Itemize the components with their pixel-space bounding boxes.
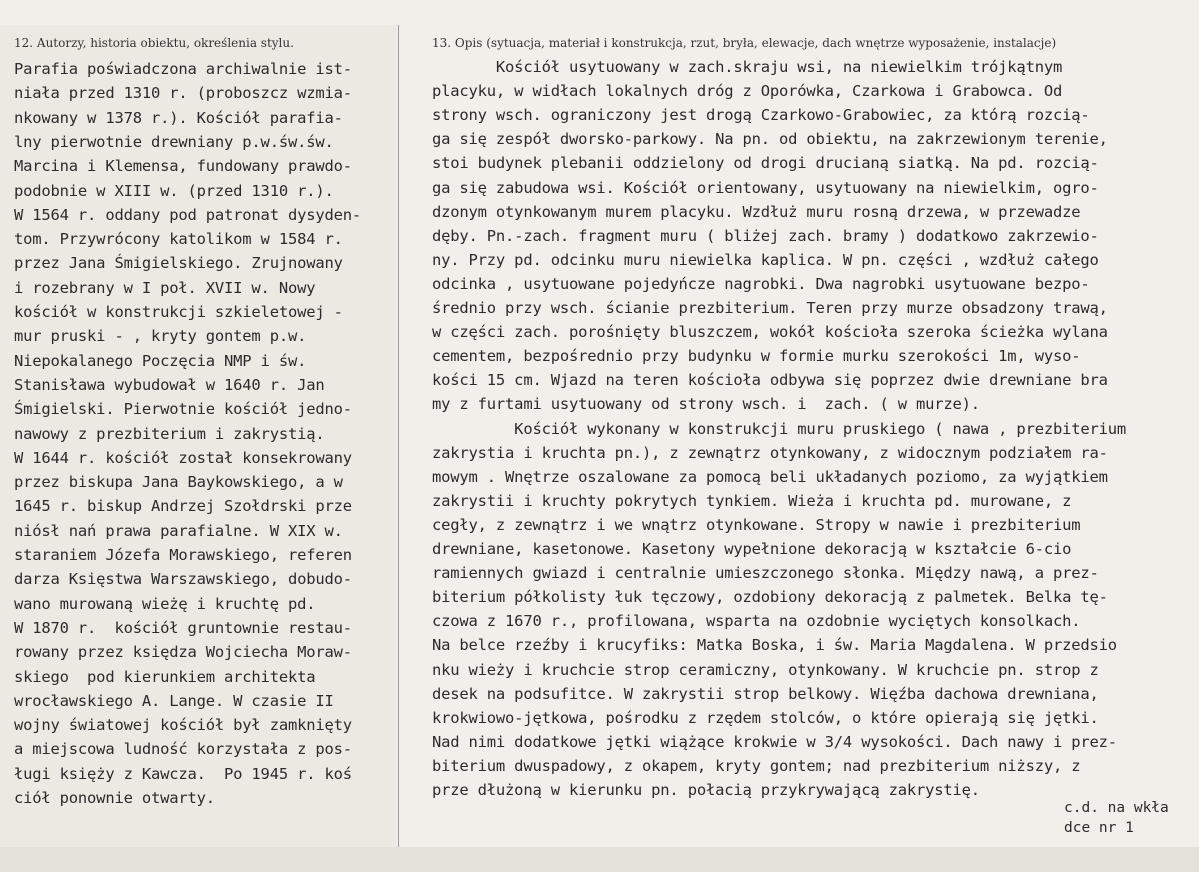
- description-line: biterium dwuspadowy, z okapem, kryty gontem; nad prezbiterium niższy, z: [432, 756, 1081, 775]
- description-line: zakrystia i kruchta pn.), z zewnątrz otynkowany, z widocznym podziałem ra-: [432, 443, 1108, 462]
- description-line: dęby. Pn.-zach. fragment muru ( bliżej zach. bramy ) dodatkowo zakrzewio-: [432, 226, 1099, 245]
- history-line: Parafia poświadczona archiwalnie ist-: [14, 60, 352, 78]
- history-line: tom. Przywrócony katolikom w 1584 r.: [14, 230, 343, 249]
- description-line: ga się zespół dworsko-parkowy. Na pn. od obiektu, na zakrzewionym terenie,: [432, 130, 1108, 149]
- description-line: cementem, bezpośrednio przy budynku w formie murku szerokości 1m, wyso-: [432, 347, 1081, 366]
- history-line: Niepokalanego Poczęcia NMP i św.: [14, 351, 307, 370]
- history-line: wrocławskiego A. Lange. W czasie II: [14, 691, 334, 710]
- description-line: ga się zabudowa wsi. Kościół orientowany, usytuowany na niewielkim, ogro-: [432, 178, 1099, 197]
- description-line: odcinka , usytuowane pojedyńcze nagrobki. Dwa nagrobki usytuowane bezpo-: [432, 274, 1090, 293]
- description-line: cegły, z zewnątrz i we wnątrz otynkowane. Stropy w nawie i prezbiterium: [432, 515, 1081, 534]
- history-line: W 1564 r. oddany pod patronat dysyden-: [14, 205, 362, 224]
- continuation-note: [1064, 800, 1169, 840]
- description-line: Nad nimi dodatkowe jętki wiążące krokwie w 3/4 wysokości. Dach nawy i prez-: [432, 732, 1117, 751]
- description-line: Kościół usytuowany w zach.skraju wsi, na niewielkim trójkątnym: [432, 58, 1063, 76]
- history-line: Śmigielski. Pierwotnie kościół jedno-: [14, 400, 352, 419]
- history-line: nawowy z prezbiterium i zakrystią.: [14, 424, 325, 443]
- history-line: 1645 r. biskup Andrzej Szołdrski prze: [14, 497, 352, 516]
- history-line: kościół w konstrukcji szkieletowej -: [14, 303, 343, 321]
- history-line: wojny światowej kościół był zamknięty: [14, 716, 352, 735]
- history-line: ciół ponownie otwarty.: [14, 789, 215, 807]
- history-line: podobnie w XIII w. (przed 1310 r.).: [14, 181, 334, 200]
- column-divider: [398, 25, 399, 847]
- history-line: a miejscowa ludność korzystała z pos-: [14, 740, 352, 759]
- history-line: przez Jana Śmigielskiego. Zrujnowany: [14, 254, 343, 273]
- description-line: biterium półkolisty łuk tęczowy, ozdobiony dekoracją z palmetek. Belka tę-: [432, 588, 1108, 607]
- history-line: staraniem Józefa Morawskiego, referen: [14, 546, 352, 564]
- history-line: W 1870 r. kościół gruntownie restau-: [14, 618, 352, 637]
- description-line: ny. Przy pd. odcinku muru niewielka kaplica. W pn. części , wzdłuż całego: [432, 250, 1099, 269]
- description-line: desek na podsufitce. W zakrystii strop belkowy. Więźba dachowa drewniana,: [432, 684, 1099, 703]
- history-line: i rozebrany w I poł. XVII w. Nowy: [14, 278, 316, 297]
- continuation-note-line: dce nr 1: [1064, 820, 1134, 836]
- description-line: w części zach. porośnięty bluszczem, wokół kościoła szeroka ścieżka wylana: [432, 323, 1108, 342]
- description-line: Kościół wykonany w konstrukcji muru pruskiego ( nawa , prezbiterium: [432, 419, 1127, 438]
- history-line: darza Księstwa Warszawskiego, dobudo-: [14, 570, 352, 589]
- left-column-header: 12. Autorzy, historia obiektu, określenia stylu.: [14, 36, 294, 50]
- history-line: nkowany w 1378 r.). Kościół parafia-: [14, 108, 343, 127]
- history-line: niósł nań prawa parafialne. W XIX w.: [14, 521, 343, 540]
- description-line: krokwiowo-jętkowa, pośrodku z rzędem stolców, o które opierają się jętki.: [432, 708, 1099, 727]
- description-line: Na belce rzeźby i krucyfiks: Matka Boska, i św. Maria Magdalena. W przedsio: [432, 636, 1117, 655]
- page-bottom-margin: [0, 847, 1199, 872]
- continuation-note-line: c.d. na wkła: [1064, 800, 1169, 816]
- history-line: ługi księży z Kawcza. Po 1945 r. koś: [14, 764, 352, 783]
- description-line: średnio przy wsch. ścianie prezbiterium. Teren przy murze obsadzony trawą,: [432, 299, 1108, 317]
- history-line: Stanisława wybudował w 1640 r. Jan: [14, 375, 325, 394]
- description-line: czowa z 1670 r., profilowana, wsparta na ozdobnie wyciętych konsolkach.: [432, 612, 1081, 631]
- description-line: nku wieży i kruchcie strop ceramiczny, otynkowany. W kruchcie pn. strop z: [432, 660, 1099, 679]
- history-line: mur pruski - , kryty gontem p.w.: [14, 327, 307, 346]
- description-line: prze dłużoną w kierunku pn. połacią przykrywającą zakrystię.: [432, 781, 980, 799]
- history-line: Marcina i Klemensa, fundowany prawdo-: [14, 157, 352, 176]
- history-line: niała przed 1310 r. (proboszcz wzmia-: [14, 84, 352, 103]
- history-line: skiego pod kierunkiem architekta: [14, 667, 316, 686]
- description-line: strony wsch. ograniczony jest drogą Czarkowo-Grabowiec, za którą rozcią-: [432, 106, 1090, 125]
- description-line: placyku, w widłach lokalnych dróg z Oporówka, Czarkowa i Grabowca. Od: [432, 82, 1063, 101]
- history-line: W 1644 r. kościół został konsekrowany: [14, 448, 352, 467]
- description-line: my z furtami usytuowany od strony wsch. i zach. ( w murze).: [432, 395, 980, 414]
- history-line: wano murowaną wieżę i kruchtę pd.: [14, 594, 316, 613]
- description-line: zakrystii i kruchty pokrytych tynkiem. Wieża i kruchta pd. murowane, z: [432, 491, 1072, 510]
- description-line: ramiennych gwiazd i centralnie umieszczonego słonka. Między nawą, a prez-: [432, 564, 1099, 583]
- description-line: mowym . Wnętrze oszalowane za pomocą beli układanych poziomo, za wyjątkiem: [432, 467, 1108, 486]
- history-line: lny pierwotnie drewniany p.w.św.św.: [14, 132, 334, 151]
- description-line: dzonym otynkowanym murem placyku. Wzdłuż muru rosną drzewa, w przewadze: [432, 202, 1081, 221]
- description-line: stoi budynek plebanii oddzielony od drogi drucianą siatką. Na pd. rozcią-: [432, 154, 1099, 173]
- description-line: drewniane, kasetonowe. Kasetony wypełnione dekoracją w kształcie 6-cio: [432, 540, 1072, 558]
- history-line: rowany przez księdza Wojciecha Moraw-: [14, 643, 352, 662]
- right-column-header: 13. Opis (sytuacja, materiał i konstrukcja, rzut, bryła, elewacje, dach wnętrze wyposażenie, instalacje): [432, 36, 1057, 50]
- description-line: kości 15 cm. Wjazd na teren kościoła odbywa się poprzez dwie drewniane bra: [432, 371, 1108, 390]
- history-line: przez biskupa Jana Baykowskiego, a w: [14, 473, 343, 492]
